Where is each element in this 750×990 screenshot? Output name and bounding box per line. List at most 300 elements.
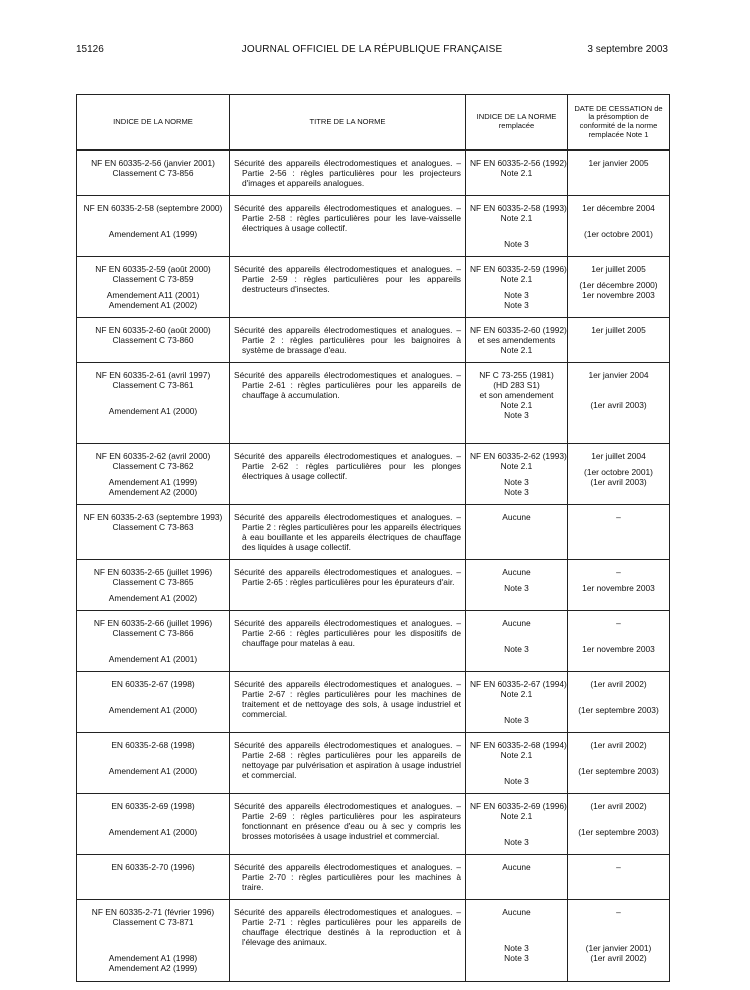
amendment-replaced: Note 3 (504, 943, 529, 953)
cessation-date: (1er avril 2002) (590, 679, 647, 689)
amendment-gap (470, 699, 563, 715)
spacer-cell (466, 249, 568, 257)
amendment-date: 1er novembre 2003 (582, 644, 655, 654)
spacer-cell (568, 150, 670, 158)
cell-indice (77, 618, 230, 664)
spacer-cell (466, 355, 568, 363)
norm-title: Sécurité des appareils électrodomestiques et analogues. – Partie 2-62 : règles particulières pour les plonges électriques à usage collectif. (234, 451, 461, 481)
amendment-gap (81, 638, 225, 654)
table-row (77, 325, 670, 355)
row-spacer (77, 444, 670, 452)
amendment-gap (81, 689, 225, 705)
spacer-cell (466, 672, 568, 680)
replaced-norm: NF EN 60335-2-67 (1994) (470, 679, 567, 689)
amendment-gap (470, 760, 563, 776)
row-spacer (77, 355, 670, 363)
table-row (77, 801, 670, 847)
table-row (77, 203, 670, 249)
spacer-cell (466, 257, 568, 265)
spacer-cell (466, 552, 568, 560)
spacer-cell (77, 257, 230, 265)
amendment-replaced: Note 3 (504, 715, 529, 725)
spacer-cell (230, 363, 466, 371)
spacer-cell (466, 444, 568, 452)
page-header (76, 44, 668, 58)
amendment-index: Amendement A1 (2002) (108, 300, 198, 310)
norm-index: NF EN 60335-2-56 (janvier 2001) (91, 158, 215, 168)
column-header-remplacee: INDICE DE LA NORME remplacée (466, 95, 568, 151)
norm-index: EN 60335-2-69 (1998) (111, 801, 195, 811)
cessation-date: 1er décembre 2004 (582, 203, 655, 213)
standards-table (76, 94, 670, 982)
spacer-cell (230, 892, 466, 900)
amendment-gap (81, 811, 225, 827)
amendment-gap (470, 821, 563, 837)
table-row (77, 158, 670, 188)
amendment-index: Amendement A11 (2001) (106, 290, 200, 300)
spacer-cell (466, 786, 568, 794)
spacer-cell (230, 560, 466, 568)
norm-index: NF EN 60335-2-59 (août 2000) (95, 264, 211, 274)
spacer-cell (568, 560, 670, 568)
cell-remplacee (466, 451, 568, 497)
cell-date (568, 512, 670, 552)
cell-date (568, 907, 670, 973)
cell-titre (230, 801, 466, 847)
amendment-gap (572, 750, 665, 766)
row-spacer (77, 497, 670, 505)
spacer-cell (230, 310, 466, 318)
cell-date (568, 618, 670, 664)
spacer-cell (466, 196, 568, 204)
spacer-cell (230, 497, 466, 505)
amendment-gap (81, 927, 225, 953)
spacer-cell (77, 444, 230, 452)
spacer-cell (568, 794, 670, 802)
spacer-cell (77, 892, 230, 900)
replaced-norm: NF EN 60335-2-68 (1994) (470, 740, 567, 750)
cell-date (568, 158, 670, 188)
cell-remplacee (466, 512, 568, 552)
spacer-cell (77, 973, 230, 982)
amendment-date: (1er septembre 2003) (578, 766, 659, 776)
spacer-cell (77, 672, 230, 680)
row-spacer (77, 363, 670, 371)
cell-date (568, 264, 670, 310)
spacer-cell (77, 603, 230, 611)
spacer-cell (77, 611, 230, 619)
replaced-norm: NF EN 60335-2-62 (1993) (470, 451, 567, 461)
cessation-date: 1er juillet 2004 (591, 451, 646, 461)
norm-title: Sécurité des appareils électrodomestiques et analogues. – Partie 2-56 : règles particulières pour les projecteurs d'images et appareils analogues. (234, 158, 461, 188)
amendment-gap (572, 811, 665, 827)
cessation-date: – (616, 907, 621, 917)
cell-titre (230, 370, 466, 436)
cell-date (568, 679, 670, 725)
table-row (77, 862, 670, 892)
replaced-norm: Aucune (502, 862, 531, 872)
table-header-row (77, 95, 670, 151)
amendment-index: Amendement A1 (2000) (108, 766, 198, 776)
row-spacer (77, 794, 670, 802)
spacer-cell (568, 318, 670, 326)
cell-titre (230, 618, 466, 664)
amendment-index: Amendement A1 (1998) (108, 953, 198, 963)
cell-indice (77, 740, 230, 786)
amendment-gap (572, 213, 665, 229)
spacer-cell (77, 310, 230, 318)
amendment-date: (1er septembre 2003) (578, 827, 659, 837)
spacer-cell (466, 664, 568, 672)
cessation-date: (1er avril 2003) (590, 400, 647, 410)
replaced-norm: Note 3 (504, 410, 529, 420)
spacer-cell (568, 611, 670, 619)
spacer-cell (230, 188, 466, 196)
norm-title: Sécurité des appareils électrodomestiques et analogues. – Partie 2-58 : règles particulières pour les lave-vaisselle électriques à usage collectif. (234, 203, 461, 233)
amendment-date: (1er octobre 2001) (584, 467, 653, 477)
cell-indice (77, 512, 230, 552)
replaced-norm: Note 2.1 (500, 213, 533, 223)
replaced-norm: Aucune (502, 907, 531, 917)
cell-titre (230, 862, 466, 892)
spacer-cell (466, 603, 568, 611)
norm-title: Sécurité des appareils électrodomestiques et analogues. – Partie 2 : règles particulières pour les baignoires à système de brassage d'eau. (234, 325, 461, 355)
spacer-cell (568, 847, 670, 855)
spacer-cell (77, 786, 230, 794)
norm-index: Classement C 73-863 (112, 522, 194, 532)
spacer-cell (230, 664, 466, 672)
row-spacer (77, 847, 670, 855)
amendment-replaced: Note 3 (504, 583, 529, 593)
row-spacer (77, 436, 670, 444)
cessation-date: (1er avril 2002) (590, 740, 647, 750)
cessation-date: – (616, 862, 621, 872)
replaced-norm: Note 2.1 (500, 461, 533, 471)
norm-title: Sécurité des appareils électrodomestiques et analogues. – Partie 2-70 : règles particulières pour les machines à traire. (234, 862, 461, 892)
amendment-index: Amendement A2 (2000) (108, 487, 198, 497)
spacer-cell (568, 505, 670, 513)
column-header-date-cessation: DATE DE CESSATION de la présomption de conformité de la norme remplacée Note 1 (568, 95, 670, 151)
table-row (77, 618, 670, 664)
spacer-cell (568, 973, 670, 982)
spacer-cell (77, 664, 230, 672)
spacer-cell (230, 444, 466, 452)
cell-indice (77, 801, 230, 847)
spacer-cell (568, 892, 670, 900)
replaced-norm: Note 2.1 (500, 168, 533, 178)
amendment-date: (1er avril 2003) (590, 477, 647, 487)
spacer-cell (230, 436, 466, 444)
replaced-norm: (HD 283 S1) (493, 380, 540, 390)
replaced-norm: Aucune (502, 512, 531, 522)
amendment-gap (470, 628, 563, 644)
replaced-norm: Note 2.1 (500, 274, 533, 284)
cessation-date (572, 380, 665, 390)
replaced-norm: NF C 73-255 (1981) (479, 370, 554, 380)
cessation-date: – (616, 618, 621, 628)
spacer-cell (466, 497, 568, 505)
norm-index: NF EN 60335-2-58 (septembre 2000) (83, 203, 223, 213)
cessation-date (572, 390, 665, 400)
spacer-cell (466, 188, 568, 196)
cell-date (568, 451, 670, 497)
cell-titre (230, 451, 466, 497)
spacer-cell (77, 855, 230, 863)
spacer-cell (230, 786, 466, 794)
row-spacer (77, 552, 670, 560)
amendment-index: Amendement A1 (1999) (108, 477, 198, 487)
replaced-norm: NF EN 60335-2-56 (1992) (470, 158, 567, 168)
cessation-date: 1er juillet 2005 (591, 264, 646, 274)
replaced-norm: NF EN 60335-2-58 (1993) (470, 203, 567, 213)
cell-remplacee (466, 203, 568, 249)
replaced-norm: Aucune (502, 618, 531, 628)
spacer-cell (466, 900, 568, 908)
amendment-index: Amendement A1 (2002) (108, 593, 198, 603)
amendment-gap (572, 410, 665, 426)
spacer-cell (77, 150, 230, 158)
spacer-cell (568, 497, 670, 505)
table-row (77, 567, 670, 603)
norm-title: Sécurité des appareils électrodomestiques et analogues. – Partie 2-65 : règles particulières pour les épurateurs d'air. (234, 567, 461, 587)
cell-date (568, 203, 670, 249)
spacer-cell (568, 664, 670, 672)
spacer-cell (230, 611, 466, 619)
norm-index: Classement C 73-856 (112, 168, 194, 178)
spacer-cell (77, 733, 230, 741)
cell-indice (77, 158, 230, 188)
spacer-cell (230, 150, 466, 158)
replaced-norm: Note 2.1 (500, 750, 533, 760)
amendment-date: (1er septembre 2003) (578, 705, 659, 715)
row-spacer (77, 188, 670, 196)
cell-indice (77, 264, 230, 310)
row-spacer (77, 310, 670, 318)
amendment-date: (1er avril 2002) (590, 953, 647, 963)
spacer-cell (77, 497, 230, 505)
table-row (77, 740, 670, 786)
cell-remplacee (466, 862, 568, 892)
replaced-norm: Note 2.1 (500, 400, 533, 410)
column-header-indice: INDICE DE LA NORME (77, 95, 230, 151)
spacer-cell (568, 552, 670, 560)
spacer-cell (568, 436, 670, 444)
cell-remplacee (466, 325, 568, 355)
cell-titre (230, 264, 466, 310)
norm-index: Classement C 73-861 (112, 380, 194, 390)
cell-remplacee (466, 264, 568, 310)
cell-titre (230, 567, 466, 603)
spacer-cell (230, 733, 466, 741)
spacer-cell (568, 900, 670, 908)
spacer-cell (77, 355, 230, 363)
spacer-cell (230, 196, 466, 204)
cell-titre (230, 740, 466, 786)
spacer-cell (230, 318, 466, 326)
norm-title: Sécurité des appareils électrodomestiques et analogues. – Partie 2-69 : règles particulières pour les aspirateurs fonctionnant en présence d'eau ou à sec y compris les brosses motorisées à usage industriel et commercial. (234, 801, 461, 841)
replaced-norm: Note 2.1 (500, 811, 533, 821)
spacer-cell (568, 249, 670, 257)
spacer-cell (77, 847, 230, 855)
amendment-replaced: Note 3 (504, 776, 529, 786)
amendment-replaced: Note 3 (504, 487, 529, 497)
table-row (77, 451, 670, 497)
cell-indice (77, 325, 230, 355)
cell-date (568, 325, 670, 355)
column-header-titre: TITRE DE LA NORME (230, 95, 466, 151)
amendment-date: (1er janvier 2001) (585, 943, 652, 953)
spacer-cell (230, 603, 466, 611)
table-row (77, 907, 670, 973)
cell-titre (230, 158, 466, 188)
spacer-cell (77, 249, 230, 257)
row-spacer (77, 560, 670, 568)
spacer-cell (77, 794, 230, 802)
norm-index: NF EN 60335-2-62 (avril 2000) (95, 451, 211, 461)
amendment-date: (1er octobre 2001) (584, 229, 653, 239)
norm-index: Classement C 73-865 (112, 577, 194, 587)
cell-titre (230, 512, 466, 552)
spacer-cell (466, 363, 568, 371)
cell-indice (77, 451, 230, 497)
spacer-cell (568, 363, 670, 371)
replaced-norm: Note 2.1 (500, 345, 533, 355)
row-spacer (77, 672, 670, 680)
amendment-index: Amendement A1 (2000) (108, 406, 198, 416)
spacer-cell (568, 855, 670, 863)
spacer-cell (230, 552, 466, 560)
spacer-cell (230, 505, 466, 513)
row-spacer (77, 603, 670, 611)
norm-title: Sécurité des appareils électrodomestiques et analogues. – Partie 2-68 : règles particulières pour les appareils de nettoyage par pulvérisation et aspiration à usage industriel et commercial. (234, 740, 461, 780)
spacer-cell (466, 733, 568, 741)
amendment-replaced: Note 3 (504, 644, 529, 654)
spacer-cell (77, 560, 230, 568)
replaced-norm: NF EN 60335-2-69 (1996) (470, 801, 567, 811)
amendment-date: 1er novembre 2003 (582, 583, 655, 593)
spacer-cell (466, 560, 568, 568)
amendment-gap (470, 420, 563, 436)
amendment-replaced: Note 3 (504, 477, 529, 487)
cell-titre (230, 907, 466, 973)
spacer-cell (230, 900, 466, 908)
row-spacer (77, 725, 670, 733)
spacer-cell (568, 188, 670, 196)
spacer-cell (568, 786, 670, 794)
row-spacer (77, 257, 670, 265)
table-row (77, 679, 670, 725)
spacer-cell (466, 150, 568, 158)
norm-index: NF EN 60335-2-60 (août 2000) (95, 325, 211, 335)
spacer-cell (466, 436, 568, 444)
amendment-index: Amendement A1 (2001) (108, 654, 198, 664)
row-spacer (77, 150, 670, 158)
spacer-cell (77, 505, 230, 513)
cessation-date: (1er avril 2002) (590, 801, 647, 811)
cell-remplacee (466, 740, 568, 786)
spacer-cell (230, 794, 466, 802)
spacer-cell (466, 505, 568, 513)
amendment-replaced: Note 3 (504, 953, 529, 963)
amendment-gap (81, 390, 225, 406)
spacer-cell (568, 725, 670, 733)
amendment-replaced: Note 3 (504, 290, 529, 300)
cell-date (568, 862, 670, 892)
spacer-cell (466, 973, 568, 982)
replaced-norm: et son amendement (479, 390, 554, 400)
row-spacer (77, 505, 670, 513)
norm-title: Sécurité des appareils électrodomestiques et analogues. – Partie 2 : règles particulières pour les appareils électriques à eau bouillante et les appareils électriques de chauffage des liquides à usage collectif. (234, 512, 461, 552)
row-spacer (77, 900, 670, 908)
cell-titre (230, 325, 466, 355)
cessation-date: 1er janvier 2005 (588, 158, 649, 168)
replaced-norm: et ses amendements (477, 335, 556, 345)
amendment-gap (81, 213, 225, 229)
cell-remplacee (466, 370, 568, 436)
spacer-cell (230, 973, 466, 982)
norm-index: Classement C 73-866 (112, 628, 194, 638)
spacer-cell (230, 725, 466, 733)
cell-indice (77, 567, 230, 603)
amendment-gap (470, 917, 563, 943)
norm-index: EN 60335-2-70 (1996) (111, 862, 195, 872)
cessation-date: 1er janvier 2004 (588, 370, 649, 380)
spacer-cell (466, 892, 568, 900)
row-spacer (77, 611, 670, 619)
spacer-cell (568, 196, 670, 204)
replaced-norm: Note 2.1 (500, 689, 533, 699)
norm-index: NF EN 60335-2-66 (juillet 1996) (93, 618, 213, 628)
spacer-cell (466, 855, 568, 863)
norm-title: Sécurité des appareils électrodomestiques et analogues. – Partie 2-59 : règles particulières pour les appareils destructeurs d'insectes. (234, 264, 461, 294)
table-row (77, 264, 670, 310)
table-row (77, 370, 670, 436)
spacer-cell (466, 310, 568, 318)
amendment-gap (572, 917, 665, 943)
replaced-norm: NF EN 60335-2-60 (1992) (470, 325, 567, 335)
row-spacer (77, 196, 670, 204)
cell-titre (230, 203, 466, 249)
spacer-cell (466, 725, 568, 733)
cell-date (568, 801, 670, 847)
cell-indice (77, 862, 230, 892)
spacer-cell (230, 847, 466, 855)
norm-title: Sécurité des appareils électrodomestiques et analogues. – Partie 2-61 : règles particulières pour les appareils de chauffage à accumulation. (234, 370, 461, 400)
amendment-date: (1er décembre 2000) (579, 280, 658, 290)
norm-index: Classement C 73-860 (112, 335, 194, 345)
row-spacer (77, 855, 670, 863)
spacer-cell (77, 436, 230, 444)
cell-remplacee (466, 158, 568, 188)
amendment-index: Amendement A1 (1999) (108, 229, 198, 239)
spacer-cell (77, 196, 230, 204)
spacer-cell (568, 257, 670, 265)
spacer-cell (77, 188, 230, 196)
row-spacer (77, 892, 670, 900)
amendment-gap (572, 689, 665, 705)
spacer-cell (568, 672, 670, 680)
cell-remplacee (466, 907, 568, 973)
amendment-replaced: Note 3 (504, 239, 529, 249)
amendment-index: Amendement A1 (2000) (108, 705, 198, 715)
row-spacer (77, 664, 670, 672)
spacer-cell (466, 611, 568, 619)
spacer-cell (77, 552, 230, 560)
cell-titre (230, 679, 466, 725)
cell-remplacee (466, 567, 568, 603)
spacer-cell (230, 855, 466, 863)
row-spacer (77, 786, 670, 794)
